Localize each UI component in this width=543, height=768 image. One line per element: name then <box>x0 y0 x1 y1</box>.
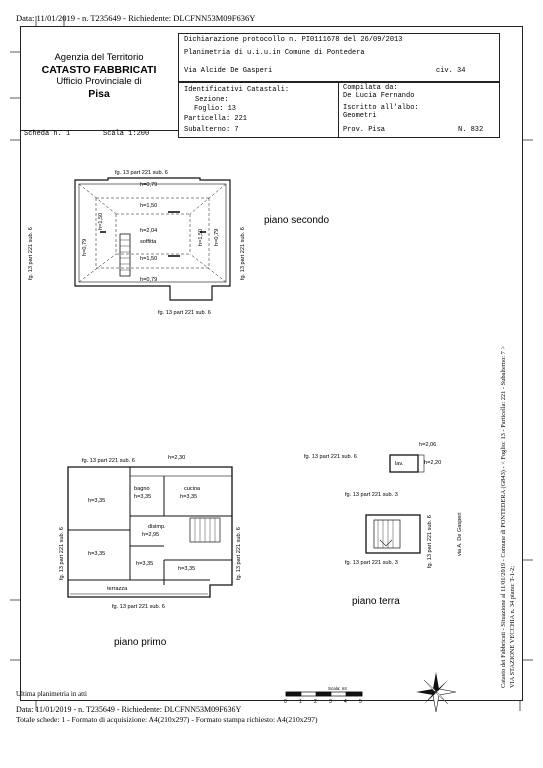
ident-foglio: Foglio: 13 <box>194 105 237 113</box>
secondo-left-label: fg. 13 part 221 sub. 6 <box>28 227 34 280</box>
terra-right-label: fg. 13 part 221 sub. 6 <box>427 515 433 568</box>
secondo-top-label: fg. 13 part 221 sub. 6 <box>115 170 168 176</box>
terra-top-label: fg. 13 part 221 sub. 6 <box>304 454 357 460</box>
terrazza-label: terrazza <box>107 586 128 592</box>
lav-label: lav. <box>395 461 404 467</box>
primo-bottom-label: fg. 13 part 221 sub. 6 <box>112 604 165 610</box>
terra-sub3-top: fg. 13 part 221 sub. 3 <box>345 492 398 498</box>
scale-label: Scala: mt <box>328 686 347 691</box>
registration-number: N. 832 <box>458 126 484 134</box>
ufficio-city: Pisa <box>88 88 110 100</box>
scale-tick: 3 <box>329 699 332 705</box>
primo-left-label: fg. 13 part 221 sub. 6 <box>59 527 65 580</box>
primo-room4-h: h=3,35 <box>178 566 196 572</box>
via-label: via A. De Gasperi <box>457 512 463 556</box>
albo-value: Geometri <box>343 112 377 120</box>
secondo-hr1: h=1,50 <box>198 228 204 246</box>
piano-terra-title: piano terra <box>352 596 400 607</box>
footer-data-line: Data: 11/01/2019 - n. T235649 - Richiedente: DLCFNN53M09F636Y <box>16 705 242 714</box>
protocol-declaration: Dichiarazione protocollo n. PI0111678 del 26/09/2013 <box>184 36 403 44</box>
secondo-h4: h=1,50 <box>140 256 158 262</box>
scala: Scala 1:200 <box>103 130 150 138</box>
secondo-hl1: h=0,79 <box>82 238 88 256</box>
scale-bar <box>286 692 362 696</box>
compilata-title: Compilata da: <box>343 84 398 92</box>
primo-h230: h=2,30 <box>168 455 186 461</box>
planimetria-line: Planimetria di u.i.u.in Comune di Pontedera <box>184 49 365 57</box>
piano-secondo-title: piano secondo <box>264 215 330 226</box>
secondo-h2: h=1,50 <box>140 203 158 209</box>
scale-tick: 1 <box>299 699 302 705</box>
ultima-planimetria: Ultima planimetria in atti <box>16 690 87 698</box>
secondo-h5: h=0,79 <box>140 277 158 283</box>
cucina-h: h=3,35 <box>180 494 198 500</box>
disimp-h: h=2,95 <box>142 532 160 538</box>
civic-number: civ. 34 <box>436 67 466 75</box>
scheda-number: Scheda n. 1 <box>24 130 71 138</box>
secondo-right-label: fg. 13 part 221 sub. 6 <box>240 227 246 280</box>
piano-primo-title: piano primo <box>114 637 167 648</box>
bagno-label: bagno <box>134 486 150 492</box>
secondo-h1: h=0,79 <box>140 182 158 188</box>
secondo-bottom-label: fg. 13 part 221 sub. 6 <box>158 310 211 316</box>
iscritto-label: Iscritto all'albo: <box>343 104 419 112</box>
terra-sub3-bottom: fg. 13 part 221 sub. 3 <box>345 560 398 566</box>
catasto-title: CATASTO FABBRICATI <box>41 64 157 76</box>
soffitta-label: soffitta <box>140 239 157 245</box>
secondo-hr2: h=0,79 <box>214 228 220 246</box>
primo-room2-h: h=3,35 <box>88 551 106 557</box>
primo-room1-h: h=3,35 <box>88 498 106 504</box>
ufficio-label: Ufficio Provinciale di <box>56 76 142 87</box>
primo-top-label: fg. 13 part 221 sub. 6 <box>82 458 135 464</box>
compilata-name: De Lucia Fernando <box>343 92 415 100</box>
terra-h206: h=2,06 <box>419 442 437 448</box>
ident-subalterno: Subalterno: 7 <box>184 126 239 134</box>
north-arrow-icon <box>416 672 456 712</box>
ident-particella: Particella: 221 <box>184 115 248 123</box>
terra-h220: h=2,20 <box>424 460 442 466</box>
bagno-h: h=3,35 <box>134 494 152 500</box>
scale-tick: 4 <box>344 699 347 705</box>
secondo-hl2: h=1,50 <box>98 212 104 230</box>
cucina-label: cucina <box>184 486 201 492</box>
ident-sezione: Sezione: <box>195 96 229 104</box>
document-header: Data: 11/01/2019 - n. T235649 - Richiedente: DLCFNN53M09F636Y <box>16 13 256 23</box>
footer-schede-line: Totale schede: 1 - Formato di acquisizione: A4(210x297) - Formato stampa richiesto: A4(210x297) <box>16 715 318 724</box>
scale-tick: 0 <box>284 699 287 705</box>
disimp-label: disimp. <box>148 524 166 530</box>
address-line: Via Alcide De Gasperi <box>184 67 273 75</box>
primo-right-label: fg. 13 part 221 sub. 6 <box>236 527 242 580</box>
secondo-h3: h=2,04 <box>140 228 158 234</box>
ident-title: Identificativi Catastali: <box>184 86 290 94</box>
side-address-line: VIA STAZIONE VECCHIA n. 34 piano: T-1-2; <box>509 565 516 688</box>
scale-tick: 2 <box>314 699 317 705</box>
agency-name: Agenzia del Territorio <box>54 52 144 63</box>
primo-room3-h: h=3,35 <box>136 561 154 567</box>
scale-tick: 5 <box>359 699 362 705</box>
province: Prov. Pisa <box>343 126 386 134</box>
plan-terra <box>366 455 424 553</box>
side-catasto-line: Catasto dei Fabbricati - Situazione al 11/01/2019 - Comune di PONTEDERA (G843) - < Foglio: 13 - Particella: 221 - Subalterno: 7 > <box>500 345 507 688</box>
